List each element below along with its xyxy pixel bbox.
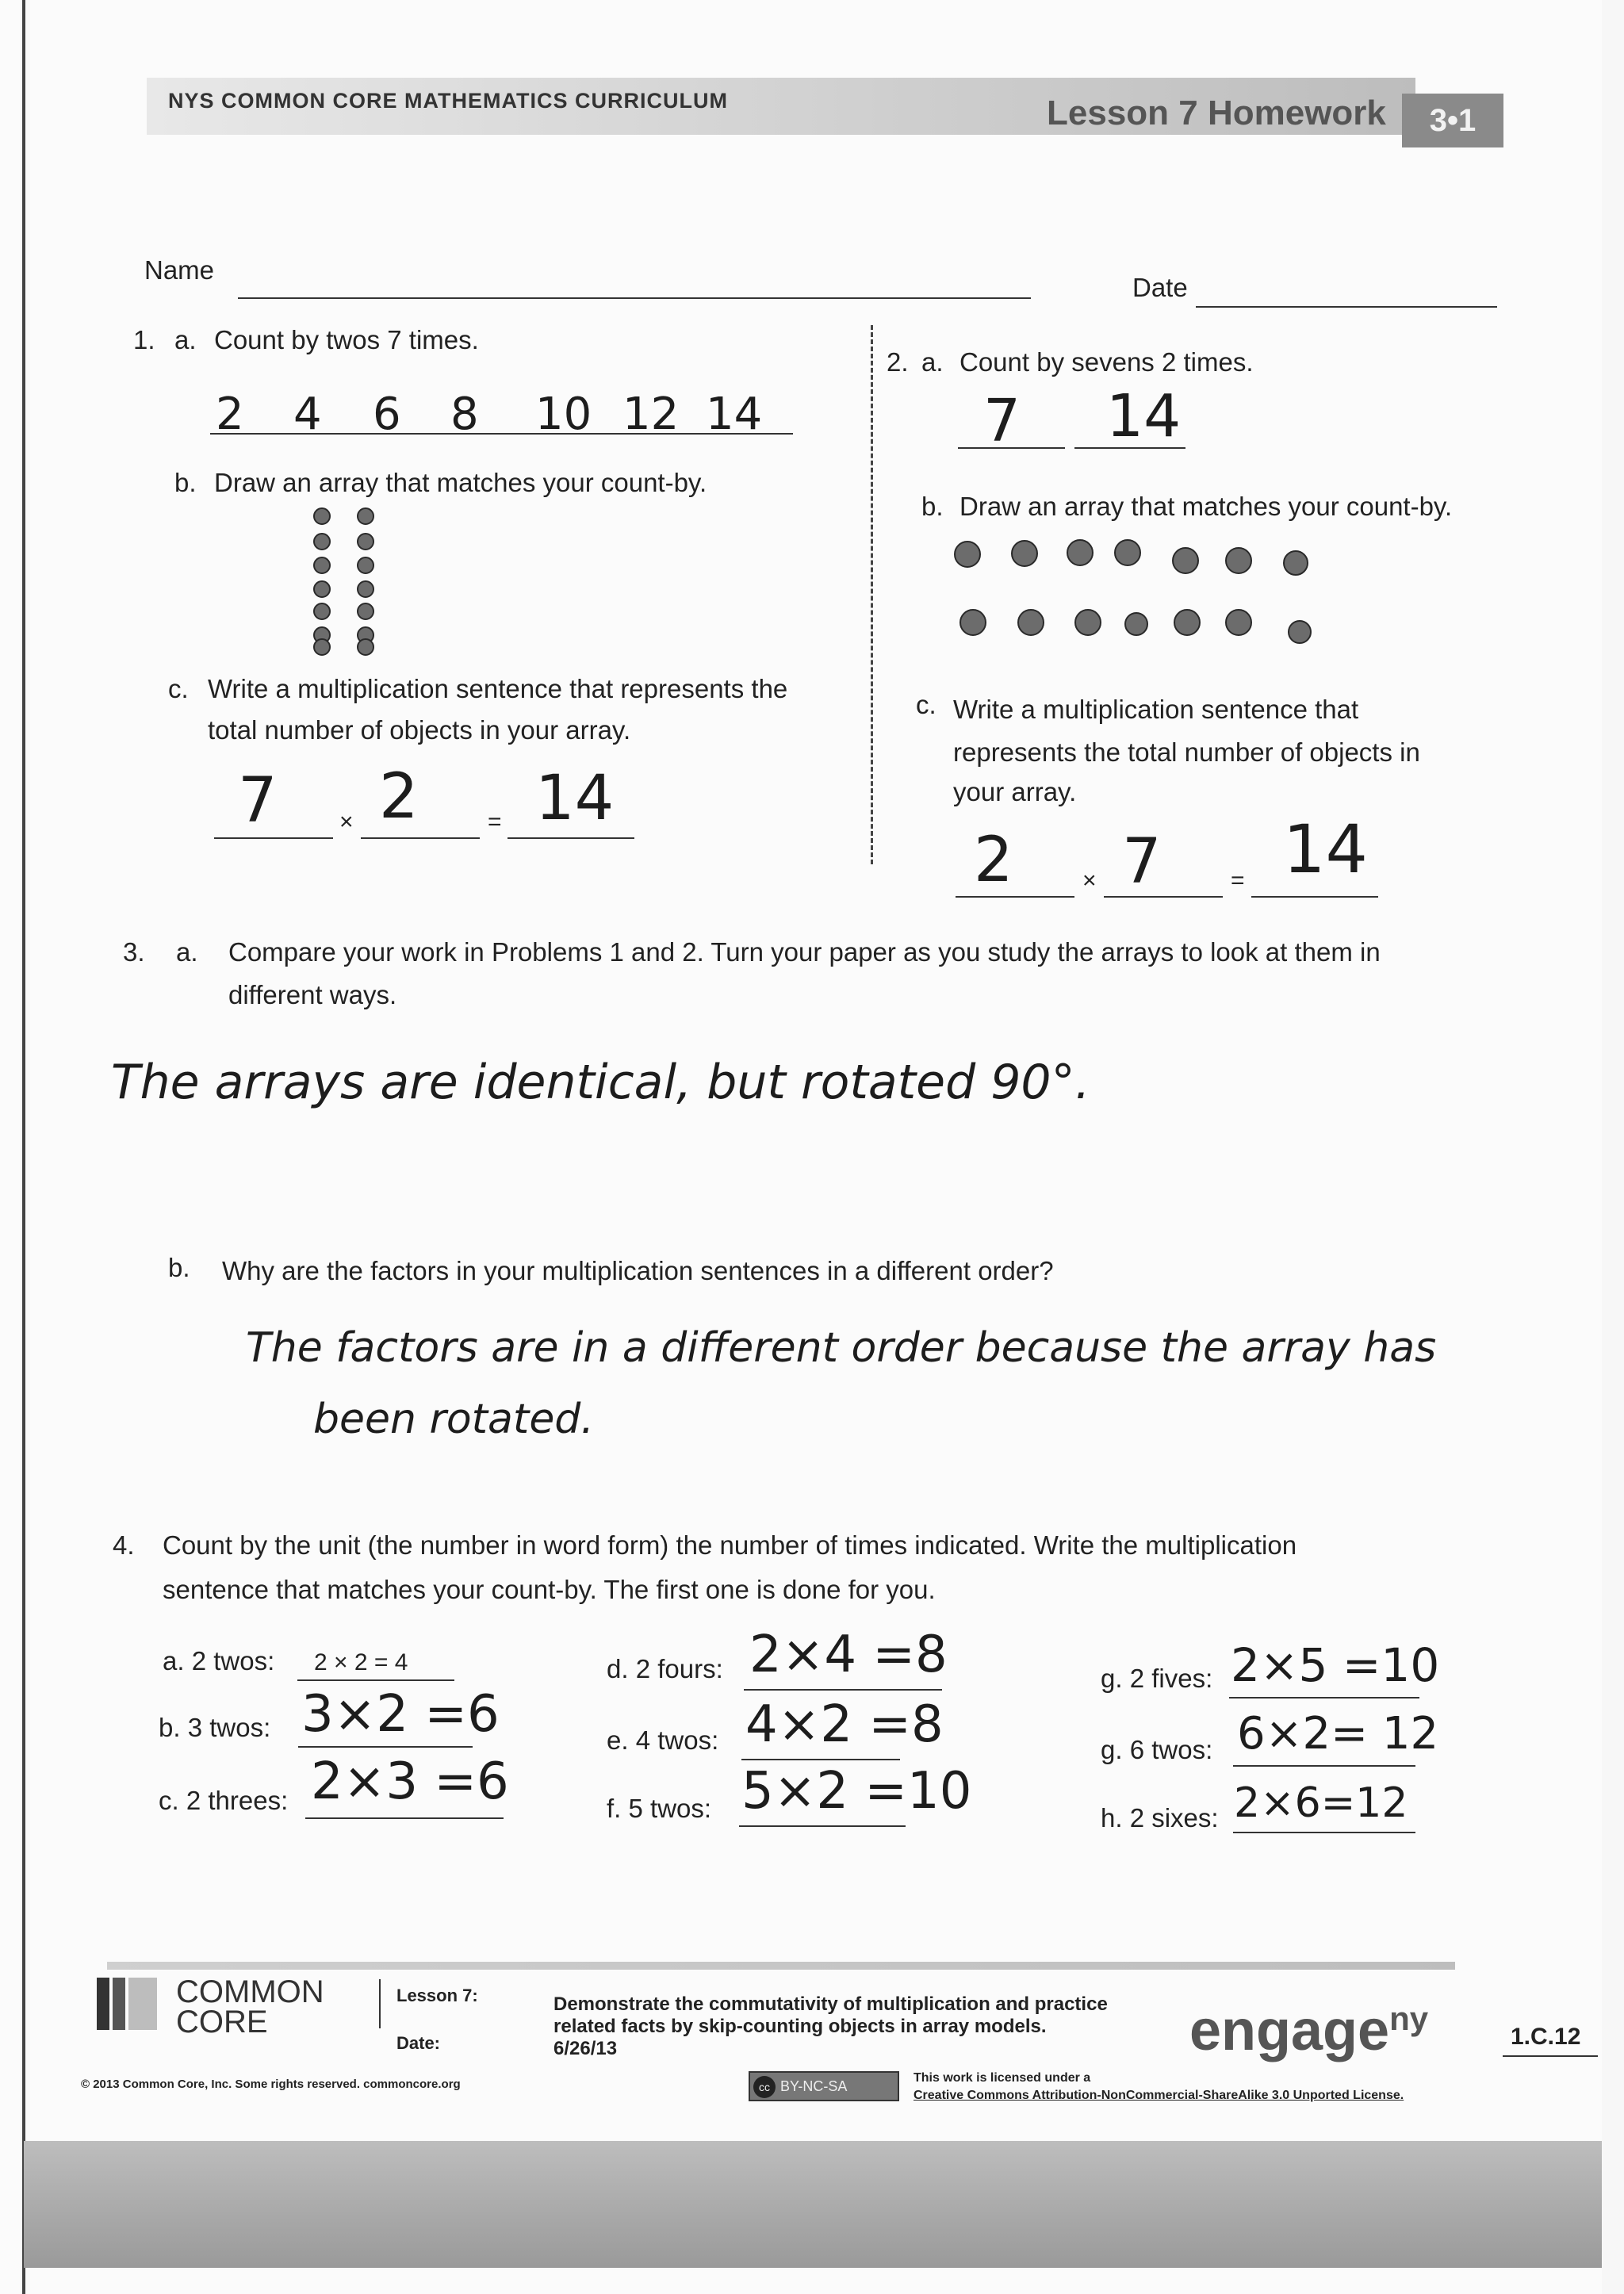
p2c-product: 14	[1283, 810, 1368, 888]
p2c-factor1: 2	[974, 825, 1013, 896]
p4-item-f-label: f. 5 twos:	[607, 1794, 712, 1823]
copyright: © 2013 Common Core, Inc. Some rights reserved. commoncore.org	[81, 2078, 461, 2091]
p1a-letter: a.	[174, 325, 197, 354]
p1c-letter: c.	[168, 674, 189, 703]
p4-item-b-answer: 3×2 =6	[301, 1685, 500, 1744]
p2-number: 2.	[887, 347, 909, 377]
p2c-equals: =	[1231, 867, 1245, 894]
p4-item-g1-label: g. 2 fives:	[1101, 1664, 1213, 1693]
p3-number: 3.	[123, 937, 145, 967]
date-label: Date	[1132, 273, 1188, 302]
p1a-answer-4: 8	[450, 389, 479, 440]
p1c-product: 14	[535, 763, 615, 834]
footer-rule	[107, 1962, 1455, 1970]
p3b-answer-1: The factors are in a different order because the array has	[246, 1324, 1437, 1372]
p2c-text-2: represents the total number of objects in	[953, 737, 1420, 767]
p3a-text-1: Compare your work in Problems 1 and 2. Turn your paper as you study the arrays to look at them in	[228, 937, 1381, 967]
footer-date-label: Date:	[396, 2033, 441, 2053]
p4-item-g2-label: g. 6 twos:	[1101, 1735, 1213, 1764]
p4-text-1: Count by the unit (the number in word form) the number of times indicated. Write the multiplication	[163, 1530, 1297, 1560]
p1-number: 1.	[133, 325, 155, 354]
p1a-text: Count by twos 7 times.	[214, 325, 479, 354]
lesson-title: Lesson 7 Homework	[1047, 94, 1386, 132]
p4-item-g1-answer: 2×5 =10	[1231, 1638, 1440, 1692]
p2a-answer-2: 14	[1106, 382, 1182, 450]
scan-right-edge	[1602, 0, 1624, 2294]
p2c-factor2: 7	[1122, 826, 1162, 898]
engage-sup: ny	[1389, 2000, 1429, 2037]
logo-line2: CORE	[176, 2005, 268, 2039]
p2c-text-1: Write a multiplication sentence that	[953, 695, 1359, 724]
curriculum-title: NYS COMMON CORE MATHEMATICS CURRICULUM	[168, 89, 728, 113]
license-2[interactable]: Creative Commons Attribution-NonCommercial-ShareAlike 3.0 Unported License.	[914, 2089, 1404, 2102]
p4-item-e-answer: 4×2 =8	[745, 1695, 944, 1754]
p1b-text: Draw an array that matches your count-by.	[214, 468, 707, 497]
p4-item-e-label: e. 4 twos:	[607, 1725, 719, 1755]
p4-item-g2-answer: 6×2= 12	[1237, 1708, 1439, 1760]
p2c-text-3: your array.	[953, 777, 1077, 806]
p3a-letter: a.	[176, 937, 198, 967]
p4-text-2: sentence that matches your count-by. The first one is done for you.	[163, 1575, 936, 1604]
lesson-badge: 3•1	[1402, 94, 1503, 147]
p1a-answer-3: 6	[373, 389, 401, 440]
footer-date-value: 6/26/13	[553, 2038, 618, 2059]
p4-item-f-answer: 5×2 =10	[741, 1762, 972, 1821]
p3b-letter: b.	[168, 1253, 190, 1282]
p1c-text-1: Write a multiplication sentence that represents the	[208, 674, 788, 703]
p1c-text-2: total number of objects in your array.	[208, 715, 631, 745]
date-line[interactable]	[1196, 306, 1497, 308]
page-code: 1.C.12	[1511, 2024, 1581, 2050]
p1b-letter: b.	[174, 468, 197, 497]
cc-badge-text: BY-NC-SA	[780, 2078, 848, 2094]
p4-item-c-answer: 2×3 =6	[311, 1752, 509, 1811]
p2c-times: ×	[1082, 867, 1097, 894]
p4-item-d-answer: 2×4 =8	[749, 1626, 948, 1684]
p4-item-b-label: b. 3 twos:	[159, 1713, 271, 1742]
cc-icon: cc	[753, 2076, 776, 2098]
p3a-text-2: different ways.	[228, 980, 397, 1009]
p2b-letter: b.	[921, 492, 944, 521]
p2c-letter: c.	[916, 690, 936, 719]
engage-brand: engage	[1189, 1999, 1390, 2062]
p1c-times: ×	[339, 809, 354, 835]
p1a-answer-2: 4	[293, 389, 322, 440]
p1c-factor1: 7	[238, 765, 278, 837]
name-label: Name	[144, 255, 215, 285]
p4-item-c-label: c. 2 threes:	[159, 1786, 289, 1815]
p4-item-h-answer: 2×6=12	[1234, 1779, 1408, 1827]
footer-lesson-label: Lesson 7:	[396, 1986, 478, 2005]
footer-description-2: related facts by skip-counting objects in array models.	[553, 2016, 1047, 2037]
footer-divider	[379, 1979, 381, 2028]
name-line[interactable]	[238, 297, 1031, 299]
p4-item-h-label: h. 2 sixes:	[1101, 1803, 1219, 1833]
p4-item-a-answer: 2 × 2 = 4	[314, 1649, 408, 1676]
p3a-answer: The arrays are identical, but rotated 90°.	[111, 1055, 1090, 1110]
license-1: This work is licensed under a	[914, 2071, 1091, 2085]
p4-item-d-label: d. 2 fours:	[607, 1654, 723, 1683]
p1a-answer-6: 12	[622, 389, 680, 440]
footer-description-1: Demonstrate the commutativity of multiplication and practice	[553, 1993, 1108, 2015]
p2a-text: Count by sevens 2 times.	[959, 347, 1254, 377]
p1a-answer-7: 14	[706, 389, 763, 440]
p3b-answer-2: been rotated.	[313, 1396, 594, 1443]
p1a-answer-5: 10	[535, 389, 592, 440]
column-divider	[871, 325, 873, 864]
p1a-answer-1: 2	[216, 389, 244, 440]
scan-left-edge	[22, 0, 25, 2294]
engage-ny-logo	[1189, 1998, 1428, 2063]
p4-number: 4.	[113, 1530, 135, 1560]
logo-line1: COMMON	[176, 1974, 324, 2009]
cc-badge	[749, 2071, 899, 2101]
scan-bottom-shadow	[24, 2141, 1602, 2268]
p2b-text: Draw an array that matches your count-by.	[959, 492, 1453, 521]
p1c-factor2: 2	[379, 761, 419, 833]
p1c-equals: =	[488, 809, 502, 835]
p4-item-a-label: a. 2 twos:	[163, 1646, 275, 1676]
p3b-text: Why are the factors in your multiplication sentences in a different order?	[222, 1256, 1054, 1285]
p2a-answer-1: 7	[983, 387, 1021, 455]
p2a-letter: a.	[921, 347, 944, 377]
